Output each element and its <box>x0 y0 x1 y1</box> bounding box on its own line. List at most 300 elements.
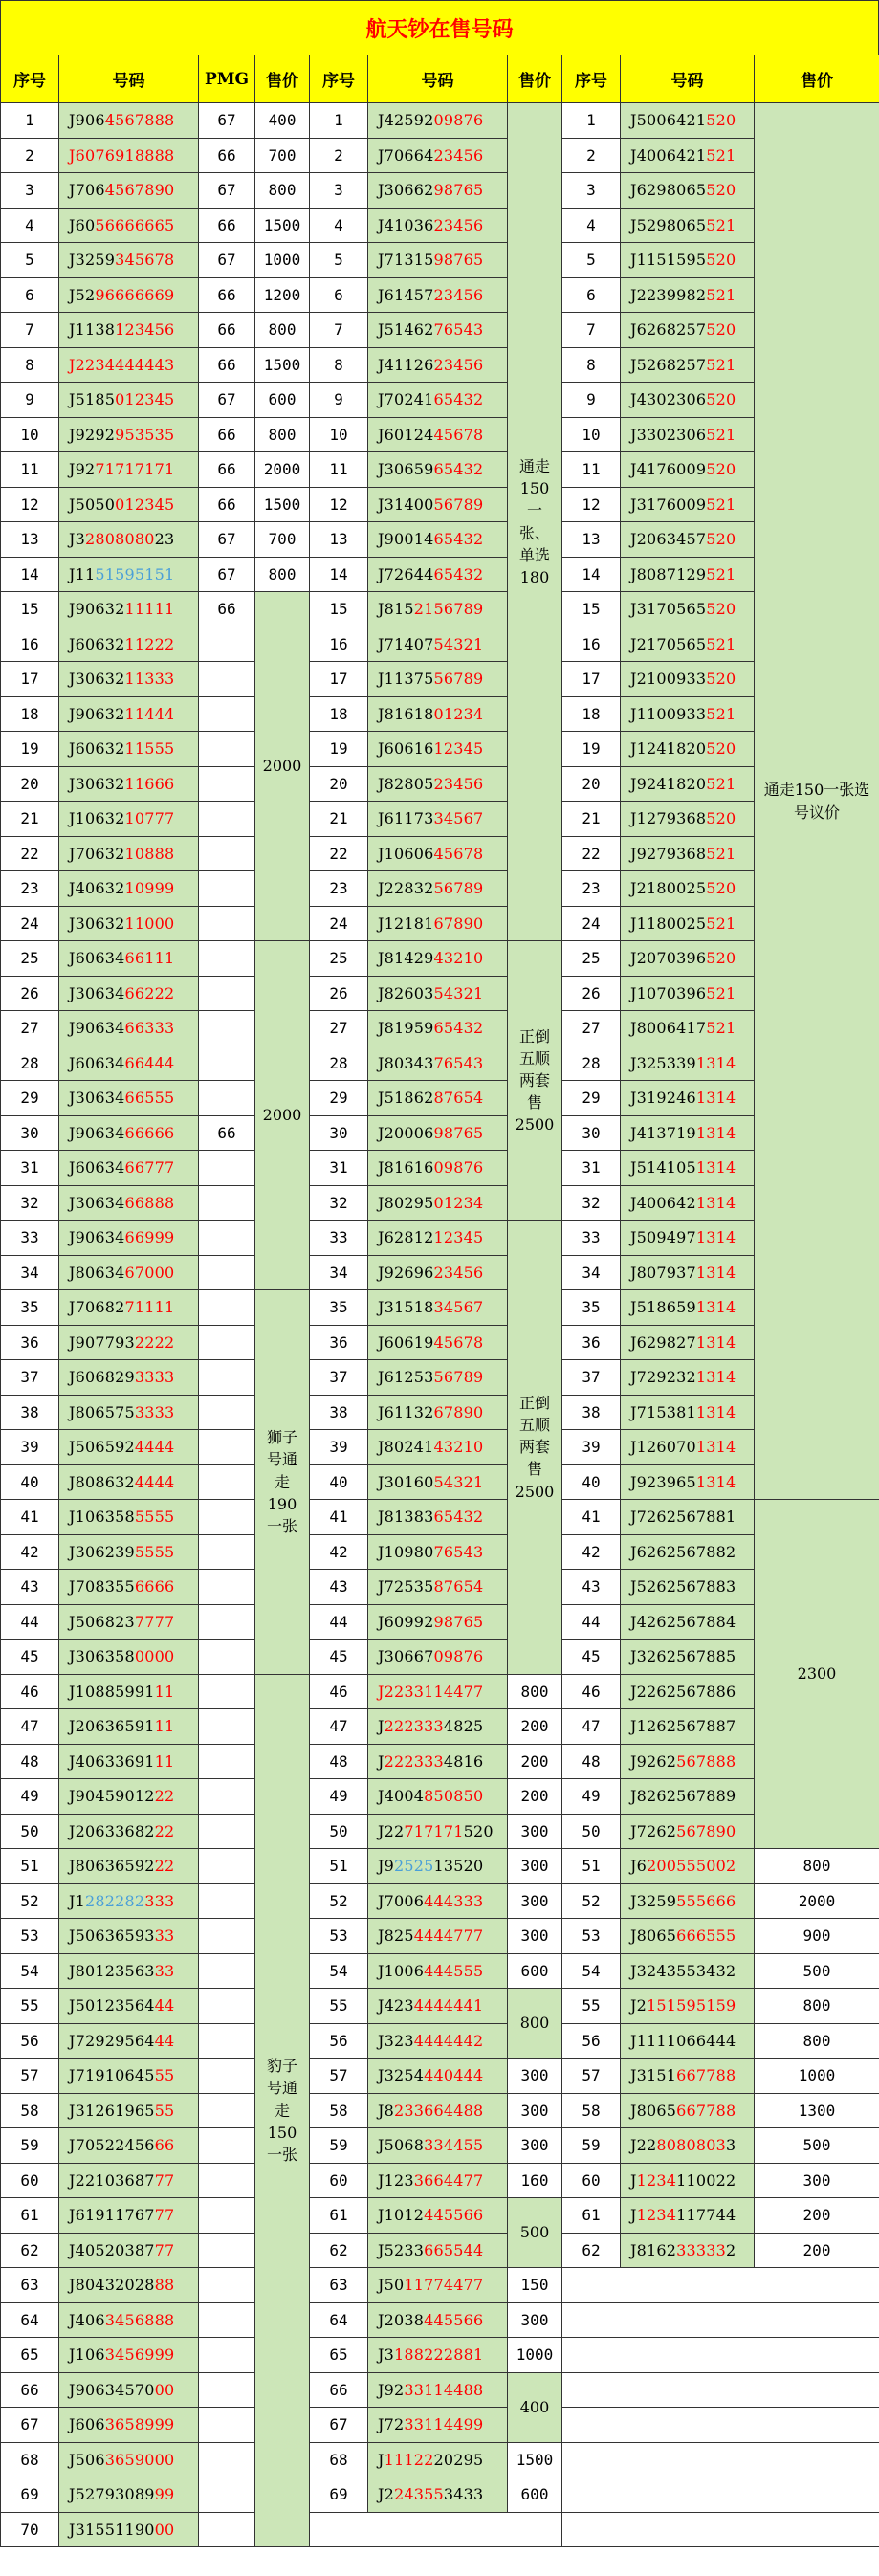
left-seq-cell: 16 <box>1 627 59 662</box>
table-row <box>1 627 879 662</box>
right-number-part: 1314 <box>695 1053 736 1072</box>
left-seq-cell: 10 <box>1 417 59 452</box>
middle-number-part: 520 <box>463 1821 494 1840</box>
left-seq-cell: 12 <box>1 487 59 522</box>
right-number-part: 1314 <box>695 1298 736 1317</box>
middle-number-part: 67890 <box>433 1402 484 1421</box>
middle-number-part: 23456 <box>433 774 484 793</box>
right-seq-cell: 29 <box>562 1081 621 1116</box>
right-number-cell <box>621 1883 755 1919</box>
right-seq-cell: 51 <box>562 1849 621 1884</box>
middle-number-part: 45678 <box>433 844 484 863</box>
left-number-part: 33 <box>154 1926 175 1946</box>
left-pmg-cell <box>199 2512 255 2547</box>
right-seq-cell: 40 <box>562 1464 621 1500</box>
left-number-cell <box>59 1570 199 1605</box>
right-seq-cell: 43 <box>562 1570 621 1605</box>
table-row <box>1 2233 879 2268</box>
middle-number-part: J815 <box>378 600 414 619</box>
left-header-pmg: PMG <box>199 55 255 103</box>
right-header-number: 号码 <box>621 55 755 103</box>
middle-seq-cell: 28 <box>310 1046 368 1081</box>
left-number-cell <box>59 522 199 558</box>
right-number-part: 1314 <box>695 1368 736 1387</box>
right-seq-cell: 39 <box>562 1430 621 1465</box>
middle-number-part: J80295 <box>378 1193 434 1212</box>
middle-number-part: J70241 <box>378 390 434 409</box>
middle-number-part: J10980 <box>378 1542 434 1561</box>
left-number-cell <box>59 138 199 173</box>
left-seq-cell: 67 <box>1 2408 59 2443</box>
right-number-part: J7262567881 <box>630 1508 736 1527</box>
left-number-cell <box>59 1325 199 1360</box>
left-number-part: 11 <box>154 1717 175 1736</box>
middle-number-part: J8 <box>378 2101 394 2120</box>
middle-number-part: J5233 <box>378 2240 425 2259</box>
right-number-part: J3262567885 <box>630 1647 736 1666</box>
middle-number-cell <box>368 1325 508 1360</box>
left-number-cell <box>59 2233 199 2268</box>
middle-seq-cell: 25 <box>310 941 368 977</box>
middle-number-part: 3664477 <box>413 2170 484 2190</box>
left-number-part: J70522456 <box>69 2136 155 2155</box>
left-number-part: 333 <box>144 1891 175 1910</box>
right-number-cell <box>621 732 755 767</box>
right-number-part: J2 <box>630 1996 647 2015</box>
right-number-part: 520 <box>706 460 736 479</box>
left-seq-cell: 13 <box>1 522 59 558</box>
left-price-group: 2000 <box>255 941 310 1290</box>
table-row <box>1 1221 879 1256</box>
middle-number-part: J30659 <box>378 460 434 479</box>
left-price-cell: 800 <box>255 417 310 452</box>
right-number-cell <box>621 138 755 173</box>
left-pmg-cell <box>199 732 255 767</box>
left-number-cell <box>59 2198 199 2234</box>
left-seq-cell: 37 <box>1 1360 59 1396</box>
left-pmg-cell: 66 <box>199 1115 255 1151</box>
middle-number-part: 717171 <box>404 1821 464 1840</box>
left-number-part: J80636592 <box>69 1857 155 1876</box>
middle-price-cell: 200 <box>508 1744 562 1779</box>
left-number-part: 11444 <box>124 704 175 723</box>
middle-seq-cell: 15 <box>310 592 368 627</box>
left-number-part: 77 <box>154 2206 175 2225</box>
left-number-part: 5555 <box>134 1542 175 1561</box>
left-number-cell <box>59 1534 199 1570</box>
middle-seq-cell: 61 <box>310 2198 368 2234</box>
right-empty-cell <box>562 2477 879 2513</box>
right-number-part: 520 <box>706 530 736 549</box>
left-pmg-cell <box>199 1674 255 1709</box>
left-pmg-cell <box>199 1011 255 1046</box>
right-seq-cell: 17 <box>562 662 621 697</box>
middle-number-cell <box>368 1430 508 1465</box>
left-number-cell <box>59 1430 199 1465</box>
left-number-part: J20636591 <box>69 1717 155 1736</box>
left-number-part: 71111 <box>124 1298 175 1317</box>
left-seq-cell: 66 <box>1 2372 59 2408</box>
left-number-part: 55 <box>154 2101 175 2120</box>
middle-number-part: 188222881 <box>394 2345 484 2365</box>
left-price-cell: 400 <box>255 103 310 139</box>
right-number-part: J4262567884 <box>630 1612 736 1631</box>
middle-number-part: J81959 <box>378 1019 434 1038</box>
right-seq-cell: 42 <box>562 1534 621 1570</box>
right-number-cell <box>621 766 755 802</box>
middle-number-part: 34567 <box>433 1298 484 1317</box>
table-row <box>1 1849 879 1884</box>
right-number-part: J325339 <box>630 1053 696 1072</box>
middle-number-cell <box>368 1464 508 1500</box>
middle-number-part: 65432 <box>433 564 484 583</box>
right-number-part: 1314 <box>695 1228 736 1247</box>
left-seq-cell: 6 <box>1 277 59 313</box>
left-number-cell <box>59 732 199 767</box>
left-seq-cell: 25 <box>1 941 59 977</box>
left-number-cell <box>59 906 199 941</box>
left-price-cell: 1500 <box>255 208 310 243</box>
right-number-part: J715381 <box>630 1402 696 1421</box>
right-seq-cell: 41 <box>562 1500 621 1535</box>
table-row <box>1 1779 879 1815</box>
left-number-part: 953535 <box>115 425 175 444</box>
left-number-part: J90632 <box>69 704 125 723</box>
left-number-part: J406 <box>69 2310 105 2329</box>
right-number-part: 15159 <box>647 1996 696 2015</box>
middle-number-part: 09876 <box>433 1158 484 1178</box>
table-row <box>1 277 879 313</box>
right-seq-cell: 58 <box>562 2093 621 2128</box>
right-number-part: J3259 <box>630 1891 677 1910</box>
left-seq-cell: 1 <box>1 103 59 139</box>
middle-number-cell <box>368 1534 508 1570</box>
left-seq-cell: 38 <box>1 1395 59 1430</box>
left-seq-cell: 42 <box>1 1534 59 1570</box>
middle-number-part: 65432 <box>433 1019 484 1038</box>
left-number-cell <box>59 1814 199 1849</box>
left-seq-cell: 51 <box>1 1849 59 1884</box>
left-pmg-cell <box>199 1290 255 1326</box>
right-number-part: J126070 <box>630 1438 696 1457</box>
right-number-part: J629827 <box>630 1332 696 1352</box>
middle-number-part: 56789 <box>433 495 484 514</box>
right-number-part: J2180025 <box>630 879 707 898</box>
left-pmg-cell <box>199 1221 255 1256</box>
left-number-part: J9292 <box>69 425 116 444</box>
left-seq-cell: 58 <box>1 2093 59 2128</box>
left-pmg-cell <box>199 1081 255 1116</box>
left-number-part: 11333 <box>124 670 175 689</box>
left-pmg-cell <box>199 906 255 941</box>
right-number-part: J22 <box>630 2136 657 2155</box>
right-number-part: J9262 <box>630 1751 677 1771</box>
right-price-cell: 200 <box>755 2198 879 2234</box>
left-number-part: J1138 <box>69 320 116 340</box>
right-number-part: 521 <box>706 914 736 933</box>
middle-number-part: 2525 <box>394 1857 434 1876</box>
left-pmg-cell <box>199 2198 255 2234</box>
left-number-part: 123456 <box>115 320 175 340</box>
middle-number-part: J72 <box>378 2415 405 2434</box>
middle-seq-cell: 42 <box>310 1534 368 1570</box>
middle-price-group: 正倒五顺两套售2500 <box>508 941 562 1221</box>
right-number-part: 520 <box>706 320 736 340</box>
left-number-cell <box>59 1255 199 1290</box>
left-pmg-cell <box>199 766 255 802</box>
middle-number-part: J5068 <box>378 2136 425 2155</box>
right-number-cell <box>621 1570 755 1605</box>
table-row <box>1 417 879 452</box>
right-number-part: 520 <box>706 181 736 200</box>
left-number-cell <box>59 1290 199 1326</box>
left-number-part: 10777 <box>124 809 175 828</box>
left-number-part: J5185 <box>69 390 116 409</box>
middle-number-part: 4444441 <box>413 1996 484 2015</box>
middle-seq-cell: 68 <box>310 2442 368 2477</box>
middle-number-part: J80343 <box>378 1053 434 1072</box>
middle-number-part: 444555 <box>424 1961 484 1980</box>
middle-seq-cell: 69 <box>310 2477 368 2513</box>
left-number-part: J52 <box>69 285 96 304</box>
middle-seq-cell: 44 <box>310 1604 368 1640</box>
middle-number-part: 3433 <box>443 2485 484 2504</box>
right-number-part: J2170565 <box>630 634 707 653</box>
left-number-part: J60634 <box>69 1158 125 1178</box>
left-number-part: 66333 <box>124 1019 175 1038</box>
middle-number-cell <box>368 1081 508 1116</box>
middle-price-cell: 1500 <box>508 2442 562 2477</box>
left-seq-cell: 27 <box>1 1011 59 1046</box>
table-row <box>1 1290 879 1326</box>
left-pmg-cell <box>199 2023 255 2059</box>
middle-number-part: 33114499 <box>404 2415 484 2434</box>
right-number-cell <box>621 662 755 697</box>
right-number-cell <box>621 1919 755 1954</box>
right-number-part: 521 <box>706 355 736 374</box>
right-seq-cell: 16 <box>562 627 621 662</box>
right-number-cell <box>621 1360 755 1396</box>
left-number-cell <box>59 1221 199 1256</box>
right-seq-cell: 8 <box>562 347 621 383</box>
right-number-part: J8006417 <box>630 1019 707 1038</box>
middle-number-part: J31400 <box>378 495 434 514</box>
right-seq-cell: 33 <box>562 1221 621 1256</box>
right-number-part: 555 <box>676 1857 707 1876</box>
middle-number-cell <box>368 1989 508 2024</box>
left-number-cell <box>59 2477 199 2513</box>
middle-number-part: J825 <box>378 1926 414 1946</box>
middle-number-cell <box>368 2093 508 2128</box>
left-seq-cell: 3 <box>1 173 59 209</box>
middle-number-cell <box>368 103 508 139</box>
middle-number-part: J42592 <box>378 111 434 130</box>
left-pmg-cell: 66 <box>199 452 255 488</box>
right-number-cell <box>621 417 755 452</box>
middle-number-part: J81616 <box>378 1158 434 1178</box>
middle-number-cell <box>368 941 508 977</box>
right-number-part: 520 <box>706 739 736 759</box>
right-number-part: 520 <box>706 670 736 689</box>
middle-number-part: 98765 <box>433 1123 484 1142</box>
left-number-cell <box>59 2302 199 2338</box>
left-seq-cell: 20 <box>1 766 59 802</box>
left-pmg-cell <box>199 1534 255 1570</box>
right-number-part: 5159 <box>695 1996 736 2015</box>
middle-number-part: 34567 <box>433 809 484 828</box>
middle-seq-cell: 32 <box>310 1185 368 1221</box>
left-number-part: J20633682 <box>69 1821 155 1840</box>
right-number-part: 3 <box>726 2136 736 2155</box>
left-price-cell: 1500 <box>255 487 310 522</box>
right-seq-cell: 59 <box>562 2128 621 2164</box>
right-number-part: 520 <box>706 809 736 828</box>
right-seq-cell: 5 <box>562 243 621 278</box>
left-number-cell <box>59 2163 199 2198</box>
middle-number-cell <box>368 487 508 522</box>
middle-number-cell <box>368 452 508 488</box>
left-seq-cell: 4 <box>1 208 59 243</box>
right-seq-cell: 44 <box>562 1604 621 1640</box>
middle-number-cell <box>368 2442 508 2477</box>
left-seq-cell: 7 <box>1 313 59 348</box>
left-seq-cell: 46 <box>1 1674 59 1709</box>
middle-seq-cell: 55 <box>310 1989 368 2024</box>
middle-seq-cell: 29 <box>310 1081 368 1116</box>
left-pmg-cell <box>199 1849 255 1884</box>
right-number-cell <box>621 627 755 662</box>
left-number-cell <box>59 696 199 732</box>
right-seq-cell: 20 <box>562 766 621 802</box>
right-number-cell <box>621 1115 755 1151</box>
middle-price-cell: 160 <box>508 2163 562 2198</box>
right-empty-cell <box>562 2268 879 2303</box>
middle-number-part: 45678 <box>433 425 484 444</box>
table-row <box>1 2023 879 2059</box>
right-number-part: J1262567887 <box>630 1717 736 1736</box>
right-number-cell <box>621 1744 755 1779</box>
middle-number-part: 233114477 <box>394 1682 484 1701</box>
left-number-cell <box>59 1709 199 1745</box>
left-number-part: J60634 <box>69 1053 125 1072</box>
right-number-cell <box>621 976 755 1011</box>
right-seq-cell: 24 <box>562 906 621 941</box>
left-number-part: 99 <box>154 2485 175 2504</box>
table-row <box>1 662 879 697</box>
right-number-cell <box>621 2023 755 2059</box>
left-number-part: 66777 <box>124 1158 175 1178</box>
left-number-part: 11 <box>154 1682 175 1701</box>
left-number-part: 71717171 <box>95 460 175 479</box>
left-number-cell <box>59 452 199 488</box>
left-number-cell <box>59 1464 199 1500</box>
left-number-cell <box>59 1395 199 1430</box>
left-seq-cell: 45 <box>1 1640 59 1675</box>
middle-seq-cell: 30 <box>310 1115 368 1151</box>
left-number-part: J90634 <box>69 1228 125 1247</box>
left-number-part: J506592 <box>69 1438 135 1457</box>
middle-seq-cell: 62 <box>310 2233 368 2268</box>
left-number-cell <box>59 1604 199 1640</box>
left-number-part: J72929564 <box>69 2031 155 2050</box>
left-number-cell <box>59 2372 199 2408</box>
left-number-cell <box>59 1953 199 1989</box>
middle-number-part: J60992 <box>378 1612 434 1631</box>
middle-header-seq: 序号 <box>310 55 368 103</box>
table-row <box>1 1185 879 1221</box>
middle-number-cell <box>368 1255 508 1290</box>
left-number-part: 22 <box>154 1787 175 1806</box>
left-header-seq: 序号 <box>1 55 59 103</box>
left-number-part: J40520387 <box>69 2240 155 2259</box>
middle-number-part: J82603 <box>378 983 434 1002</box>
middle-number-part: J72535 <box>378 1577 434 1596</box>
right-seq-cell: 4 <box>562 208 621 243</box>
middle-number-cell <box>368 2059 508 2094</box>
right-number-part: J4006421 <box>630 145 707 165</box>
middle-number-part: 12345 <box>433 1228 484 1247</box>
left-header-price: 售价 <box>255 55 310 103</box>
right-number-part: J6268257 <box>630 320 707 340</box>
right-number-part: J9241820 <box>630 774 707 793</box>
left-price-group: 狮子号通走190一张 <box>255 1290 310 1675</box>
left-number-cell <box>59 976 199 1011</box>
middle-seq-cell: 39 <box>310 1430 368 1465</box>
left-number-part: 66555 <box>124 1089 175 1108</box>
header-row <box>1 55 879 103</box>
right-number-cell <box>621 1953 755 1989</box>
left-number-part: 10999 <box>124 879 175 898</box>
left-number-cell <box>59 1360 199 1396</box>
right-number-part: J <box>630 2206 637 2225</box>
left-pmg-cell: 67 <box>199 103 255 139</box>
left-number-part: J60769 <box>69 145 125 165</box>
middle-seq-cell: 18 <box>310 696 368 732</box>
left-number-part: J506823 <box>69 1612 135 1631</box>
left-price-cell: 1200 <box>255 277 310 313</box>
left-number-part: J606829 <box>69 1368 135 1387</box>
right-number-cell <box>621 836 755 871</box>
middle-number-cell <box>368 2163 508 2198</box>
middle-number-part: 233664488 <box>394 2101 484 2120</box>
left-number-part: J3 <box>69 530 85 549</box>
middle-seq-cell: 45 <box>310 1640 368 1675</box>
middle-seq-cell: 24 <box>310 906 368 941</box>
left-price-cell: 800 <box>255 557 310 592</box>
left-number-part: J40633691 <box>69 1751 155 1771</box>
left-number-part: 282282 <box>85 1891 145 1910</box>
left-number-part: 11666 <box>124 774 175 793</box>
right-seq-cell: 1 <box>562 103 621 139</box>
left-seq-cell: 2 <box>1 138 59 173</box>
left-pmg-cell <box>199 1883 255 1919</box>
left-pmg-cell: 66 <box>199 138 255 173</box>
right-number-part: J5262567883 <box>630 1577 736 1596</box>
right-seq-cell: 56 <box>562 2023 621 2059</box>
middle-number-part: 4825 <box>443 1717 484 1736</box>
left-seq-cell: 44 <box>1 1604 59 1640</box>
left-number-part: 34444443 <box>95 355 175 374</box>
table-row <box>1 2198 879 2234</box>
left-pmg-cell <box>199 1709 255 1745</box>
middle-number-part: J2 <box>378 2485 394 2504</box>
middle-seq-cell: 67 <box>310 2408 368 2443</box>
right-number-cell <box>621 1185 755 1221</box>
middle-number-part: 01234 <box>433 704 484 723</box>
middle-number-part: J92 <box>378 2380 405 2399</box>
right-number-part: J514105 <box>630 1158 696 1178</box>
right-number-part: 521 <box>706 495 736 514</box>
